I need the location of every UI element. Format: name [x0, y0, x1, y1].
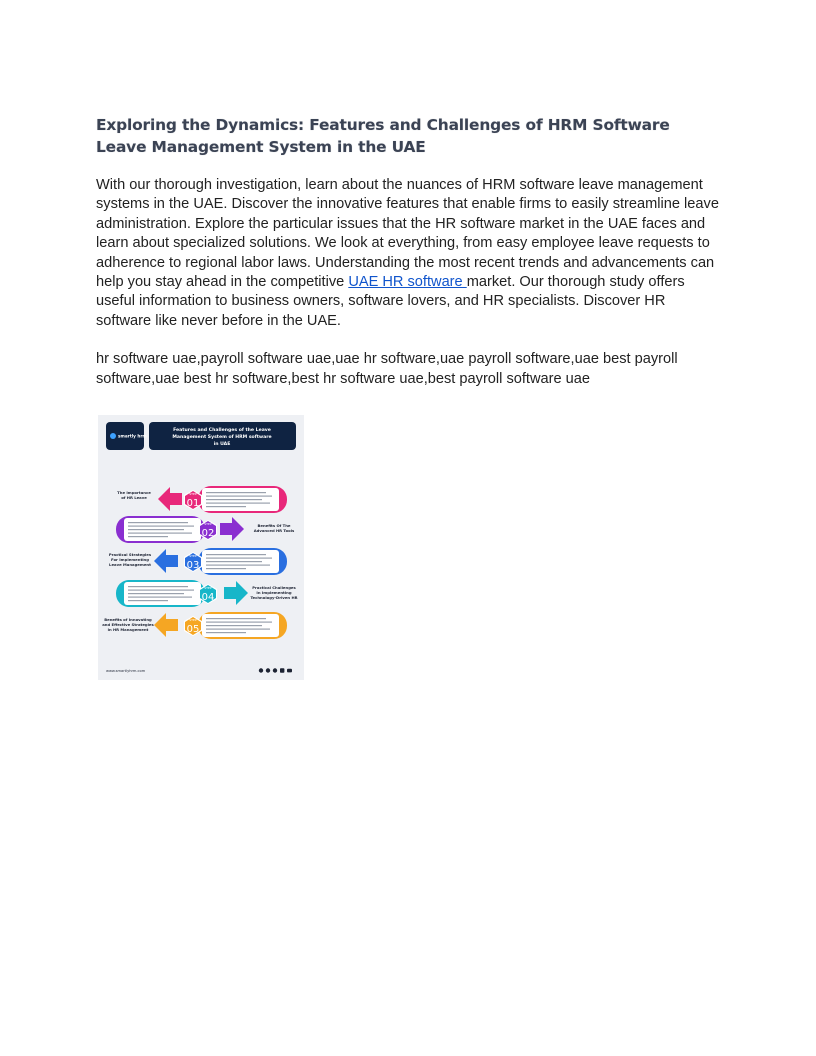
intro-paragraph	[96, 176, 720, 331]
step-03-label-line-2: For Implementing	[111, 557, 149, 562]
step-02-number: 02	[201, 528, 215, 539]
infographic-svg	[98, 415, 304, 680]
intro-text-after-link: market. Our thorough study offers useful information to business owners, software lovers, and HR specialists. Discover HR software like never before in the UAE.	[96, 274, 685, 329]
step-04-label-line-1: Practical Challenges	[252, 585, 296, 590]
youtube-icon	[287, 669, 292, 673]
heading-line-3: in UAE	[213, 442, 231, 447]
step-04-number: 04	[201, 592, 215, 603]
step-01-label-line-1: The Importance	[117, 490, 151, 495]
step-01-step-word: STEP	[189, 492, 197, 496]
step-03-label-line-3: Leave Management	[109, 562, 151, 567]
uae-hr-software-link[interactable]: UAE HR software	[348, 274, 467, 291]
step-03-label-line-1: Practical Strategies	[108, 552, 152, 557]
step-05-step-word: STEP	[189, 618, 197, 622]
infographic-background	[98, 415, 304, 680]
step-05-label-line-2: and Effective Strategies	[102, 622, 154, 627]
step-02-step-word: STEP	[204, 522, 212, 526]
step-05-label-line-3: in HR Management	[107, 627, 149, 632]
heading-line-1: Features and Challenges of the Leave	[173, 428, 271, 433]
infographic-image	[98, 415, 304, 680]
step-05-number: 05	[186, 624, 200, 635]
instagram-icon	[266, 668, 270, 672]
keywords-paragraph: hr software uae,payroll software uae,uae hr software,uae payroll software,uae best payroll software,uae best hr software,best hr software uae,best payroll software uae	[96, 351, 678, 387]
linkedin-icon	[280, 668, 284, 672]
intro-text-before-link: With our thorough investigation, learn about the nuances of HRM software leave management systems in the UAE. Discover the innovative features that enable firms to easily streamline leave administration. Explore the particular issues that the HR software market in the UAE faces and learn about specialized solutions. We look at everything, from easy employee leave requests to adherence to regional labor laws. Understanding the most recent trends and advancements can help you stay ahead in the competitive	[96, 177, 719, 291]
brand-logo-mark	[110, 433, 116, 439]
step-04-label-line-3: Technology-Driven HR	[250, 595, 298, 600]
step-03-number: 03	[186, 560, 200, 571]
step-04-step-word: STEP	[204, 586, 212, 590]
footer-url: www.smartlyhrm.com	[106, 669, 146, 673]
step-02-label-line-2: Advanced HR Tools	[253, 528, 295, 533]
heading-line-2: Management System of HRM software	[172, 435, 272, 440]
brand-logo-text: smartly hrm	[118, 433, 147, 439]
document-title: Exploring the Dynamics: Features and Challenges of HRM Software Leave Management System in the UAE	[96, 116, 670, 156]
twitter-icon	[273, 668, 277, 672]
step-05-label-line-1: Benefits of Innovating	[104, 617, 152, 622]
document-page	[96, 114, 720, 389]
facebook-icon	[259, 668, 263, 672]
step-02-label-line-1: Benefits Of The	[257, 523, 291, 528]
step-01-label-line-2: of HR Leave	[121, 495, 147, 500]
step-01-number: 01	[186, 498, 200, 509]
step-04-label-line-2: In Implementing	[256, 590, 292, 595]
step-03-step-word: STEP	[189, 554, 197, 558]
